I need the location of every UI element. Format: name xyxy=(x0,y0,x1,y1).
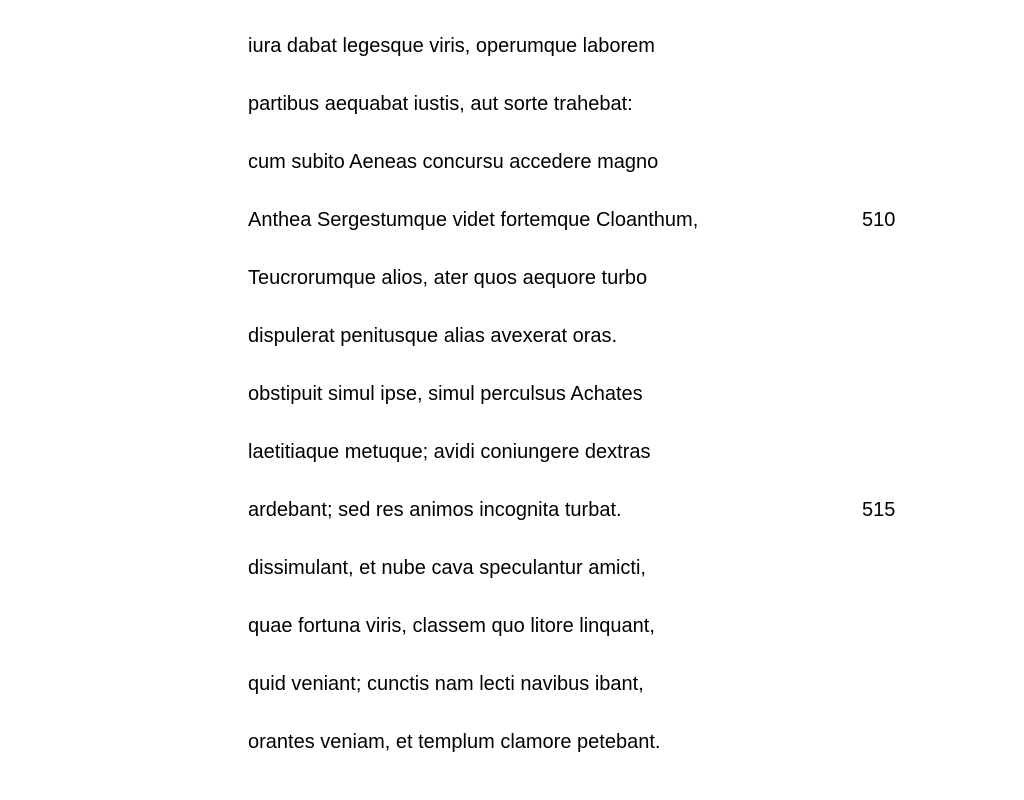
verse-text: obstipuit simul ipse, simul perculsus Achates xyxy=(248,383,643,405)
line-number: 515 xyxy=(862,499,896,521)
verse-text: ardebant; sed res animos incognita turbat. xyxy=(248,499,622,521)
verse-text: iura dabat legesque viris, operumque laborem xyxy=(248,35,655,57)
line-number: 510 xyxy=(862,209,896,231)
verse-line xyxy=(248,731,948,800)
verse-text: partibus aequabat iustis, aut sorte trahebat: xyxy=(248,93,633,115)
verse-text: laetitiaque metuque; avidi coniungere dextras xyxy=(248,441,651,463)
verse-text: cum subito Aeneas concursu accedere magno xyxy=(248,151,659,173)
verse-text: Teucrorumque alios, ater quos aequore turbo xyxy=(248,267,648,289)
verse-text: dispulerat penitusque alias avexerat oras. xyxy=(248,325,618,347)
poem-text-block xyxy=(248,35,948,800)
verse-text: orantes veniam, et templum clamore petebant. xyxy=(248,731,661,753)
verse-text: Anthea Sergestumque videt fortemque Cloanthum, xyxy=(248,209,699,231)
verse-text: quid veniant; cunctis nam lecti navibus ibant, xyxy=(248,673,644,695)
verse-text: dissimulant, et nube cava speculantur amicti, xyxy=(248,557,646,579)
verse-text: quae fortuna viris, classem quo litore linquant, xyxy=(248,615,655,637)
